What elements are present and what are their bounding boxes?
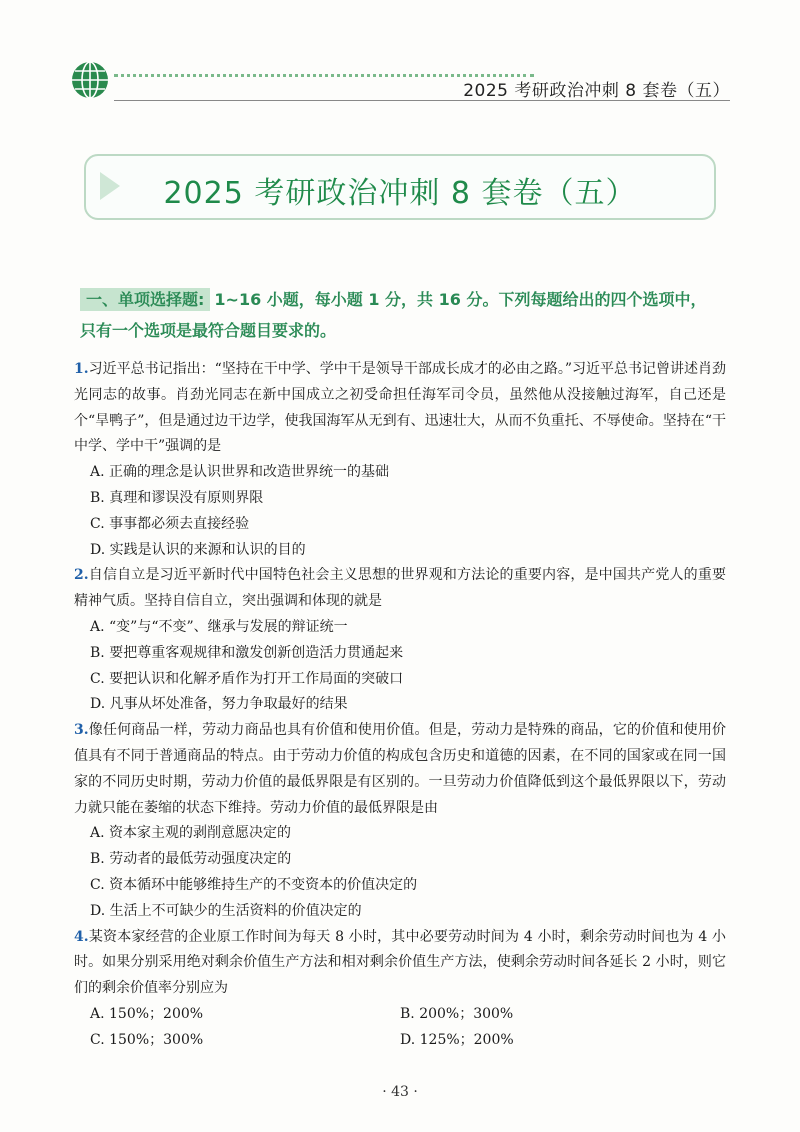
option-c[interactable]: C. 150%；300%	[90, 1031, 204, 1048]
question-2	[74, 563, 726, 718]
question-text: 某资本家经营的企业原工作时间为每天 8 小时，其中必要劳动时间为 4 小时，剩余劳动时间也为 4 小时。如果分别采用绝对剩余价值生产方法和相对剩余价值生产方法，使剩余劳动时间各延长 2 小时，则它们的剩余价值率分别应为	[74, 928, 726, 997]
option-row	[74, 1002, 726, 1028]
question-stem	[74, 563, 726, 615]
question-number: 4.	[74, 928, 89, 945]
option-a[interactable]: A. 资本家主观的剥削意愿决定的	[90, 825, 292, 842]
option-c[interactable]: C. 事事都必须去直接经验	[90, 515, 250, 532]
question-4	[74, 925, 726, 1054]
option-a[interactable]: A. 正确的理念是认识世界和改造世界统一的基础	[90, 464, 390, 481]
option-a[interactable]: A. “变”与“不变”、继承与发展的辩证统一	[90, 618, 348, 635]
question-1	[74, 357, 726, 563]
question-stem	[74, 925, 726, 1002]
option-b[interactable]: B. 200%；300%	[400, 1005, 514, 1022]
option-b[interactable]: B. 真理和谬误没有原则界限	[90, 489, 264, 506]
option-d[interactable]: D. 实践是认识的来源和认识的目的	[90, 541, 306, 558]
question-number: 1.	[74, 361, 89, 377]
page-number: · 43 ·	[382, 1084, 418, 1100]
question-stem	[74, 357, 726, 460]
option-d[interactable]: D. 生活上不可缺少的生活资料的价值决定的	[90, 902, 362, 919]
option-c[interactable]: C. 要把认识和化解矛盾作为打开工作局面的突破口	[90, 670, 404, 687]
option-d[interactable]: D. 125%；200%	[400, 1031, 514, 1048]
question-text: 习近平总书记指出：“坚持在干中学、学中干是领导干部成长成才的必由之路。”习近平总书记曾讲述肖劲光同志的故事。肖劲光同志在新中国成立之初受命担任海军司令员，虽然他从没接触过海军，自己还是个“旱鸭子”，但是通过边干边学，使我国海军从无到有、迅速壮大，从而不负重托、不辱使命。坚持在“干中学、学中干”强调的是	[74, 361, 726, 455]
section-tag: 一、单项选择题:	[80, 288, 210, 311]
globe-icon	[70, 60, 110, 100]
header-rule	[114, 100, 730, 101]
question-number: 3.	[74, 722, 89, 739]
question-list	[74, 357, 726, 1054]
option-a[interactable]: A. 150%；200%	[90, 1005, 204, 1022]
section-heading	[80, 284, 720, 346]
option-b[interactable]: B. 劳动者的最低劳动强度决定的	[90, 851, 292, 868]
question-3	[74, 718, 726, 924]
question-text: 自信自立是习近平新时代中国特色社会主义思想的世界观和方法论的重要内容，是中国共产党人的重要精神气质。坚持自信自立，突出强调和体现的就是	[74, 567, 726, 610]
question-text: 像任何商品一样，劳动力商品也具有价值和使用价值。但是，劳动力是特殊的商品，它的价值和使用价值具有不同于普通商品的特点。由于劳动力价值的构成包含历史和道德的因素，在不同的国家或在同一国家的不同历史时期，劳动力价值的最低界限是有区别的。一旦劳动力价值降低到这个最低界限以下，劳动力就只能在萎缩的状态下维持。劳动力价值的最低界限是由	[74, 722, 726, 816]
option-d[interactable]: D. 凡事从坏处准备，努力争取最好的结果	[90, 696, 348, 713]
option-row	[74, 1028, 726, 1054]
section-instruction: 1~16 小题，每小题 1 分，共 16 分。下列每题给出的四个选项中，只有一个选项是最符合题目要求的。	[80, 290, 707, 340]
question-stem	[74, 718, 726, 821]
page-title: 2025 考研政治冲刺 8 套卷（五）	[163, 176, 637, 211]
header-title: 2025 考研政治冲刺 8 套卷（五）	[463, 81, 730, 101]
question-number: 2.	[74, 567, 89, 584]
title-banner	[84, 154, 716, 220]
option-c[interactable]: C. 资本循环中能够维持生产的不变资本的价值决定的	[90, 876, 418, 893]
page-header	[70, 60, 730, 100]
option-b[interactable]: B. 要把尊重客观规律和激发创新创造活力贯通起来	[90, 644, 404, 661]
